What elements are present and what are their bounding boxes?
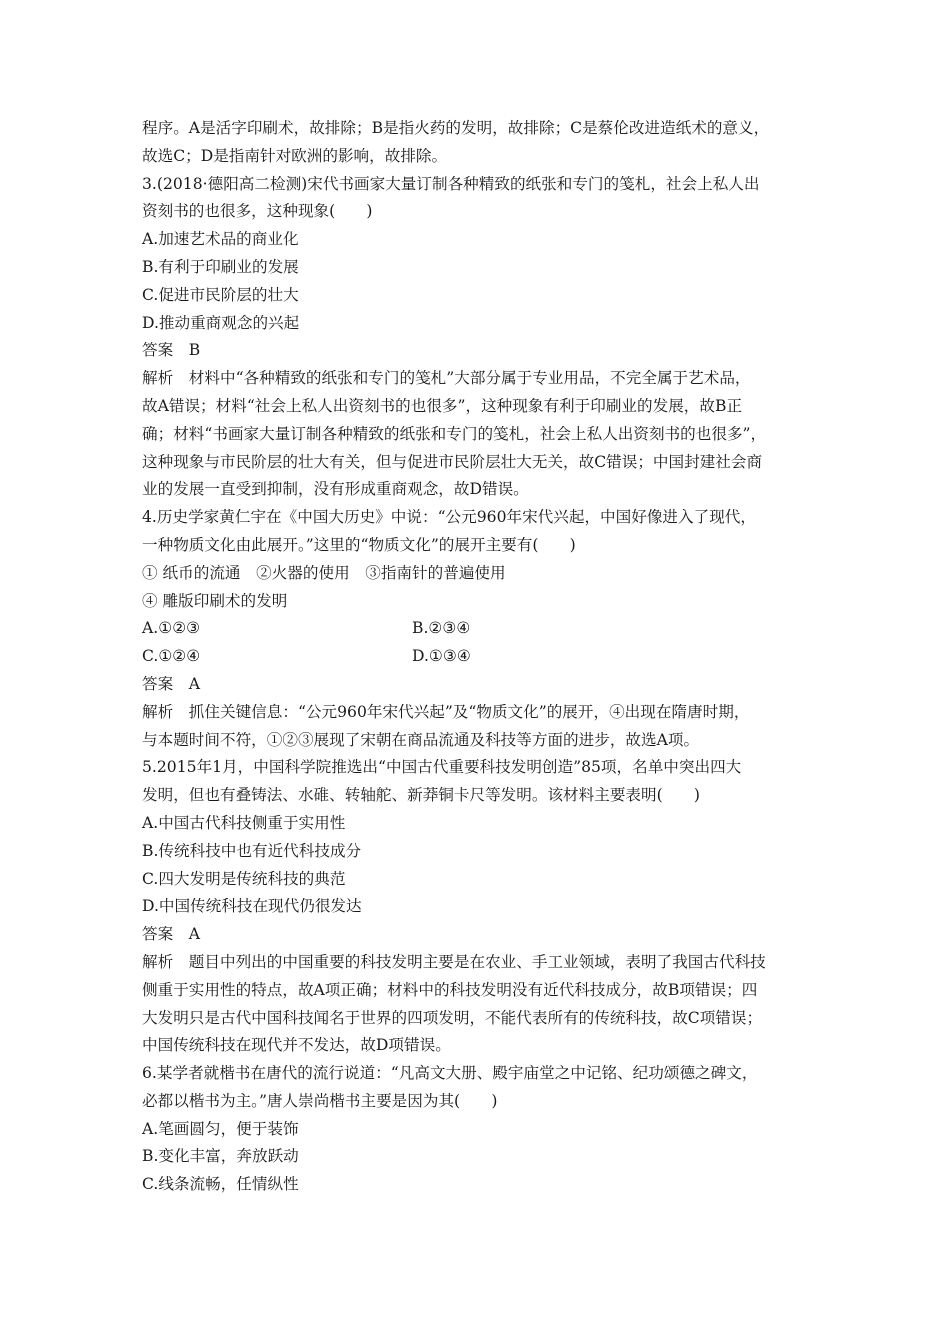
question-4-items: ④ 雕版印刷术的发明 bbox=[142, 591, 288, 610]
question-3-analysis: 解析 材料中“各种精致的纸张和专门的笺札”大部分属于专业用品，不完全属于艺术品， bbox=[142, 369, 751, 388]
question-3-analysis: 业的发展一直受到抑制，没有形成重商观念，故D错误。 bbox=[142, 480, 529, 499]
text-line: 程序。A是活字印刷术，故排除；B是指火药的发明，故排除；C是蔡伦改进造纸术的意义， bbox=[142, 119, 770, 137]
question-4-option-a: A.①②③ bbox=[142, 619, 201, 638]
question-3-stem: 资刻书的也很多，这种现象( ) bbox=[142, 202, 373, 221]
question-5-answer: 答案 A bbox=[142, 925, 201, 944]
question-4-answer: 答案 A bbox=[142, 674, 201, 693]
question-4-option-d: D.①③④ bbox=[412, 647, 471, 666]
question-5-option-b: B.传统科技中也有近代科技成分 bbox=[142, 841, 362, 860]
question-5-analysis: 侧重于实用性的特点，故A项正确；材料中的科技发明没有近代科技成分，故B项错误；四 bbox=[142, 980, 758, 999]
question-3-analysis: 这种现象与市民阶层的壮大有关，但与促进市民阶层壮大无关，故C错误；中国封建社会商 bbox=[142, 452, 763, 471]
question-5-option-a: A.中国古代科技侧重于实用性 bbox=[142, 813, 346, 832]
question-6-option-b: B.变化丰富，奔放跃动 bbox=[142, 1147, 299, 1166]
question-5-analysis: 大发明只是古代中国科技闻名于世界的四项发明，不能代表所有的传统科技，故C项错误； bbox=[142, 1008, 763, 1027]
question-4-stem: 4.历史学家黄仁宇在《中国大历史》中说：“公元960年宋代兴起，中国好像进入了现代， bbox=[142, 508, 756, 527]
question-5-option-c: C.四大发明是传统科技的典范 bbox=[142, 869, 346, 888]
question-3-option-c: C.促进市民阶层的壮大 bbox=[142, 285, 299, 304]
question-4-options-row bbox=[142, 615, 830, 643]
question-3-option-b: B.有利于印刷业的发展 bbox=[142, 257, 299, 276]
question-4-options-row bbox=[142, 643, 830, 671]
question-5-analysis: 解析 题目中列出的中国重要的科技发明主要是在农业、手工业领域，表明了我国古代科技 bbox=[142, 952, 766, 971]
question-4-analysis: 与本题时间不符，①②③展现了宋朝在商品流通及科技等方面的进步，故选A项。 bbox=[142, 730, 700, 749]
question-5-stem: 发明，但也有叠铸法、水碓、转轴舵、新莽铜卡尺等发明。该材料主要表明( ) bbox=[142, 786, 700, 805]
text-line: 故选C；D是指南针对欧洲的影响，故排除。 bbox=[142, 146, 448, 165]
question-4-analysis: 解析 抓住关键信息：“公元960年宋代兴起”及“物质文化”的展开，④出现在隋唐时期， bbox=[142, 702, 750, 721]
question-6-option-a: A.笔画圆匀，便于装饰 bbox=[142, 1119, 299, 1138]
question-6-stem: 必都以楷书为主。”唐人崇尚楷书主要是因为其( ) bbox=[142, 1091, 498, 1110]
question-3-stem: 3.(2018·德阳高二检测)宋代书画家大量订制各种精致的纸张和专门的笺札，社会上私人出 bbox=[142, 174, 760, 193]
question-4-option-c: C.①②④ bbox=[142, 647, 201, 666]
question-3-answer: 答案 B bbox=[142, 341, 201, 360]
question-4-stem: 一种物质文化由此展开。”这里的“物质文化”的展开主要有( ) bbox=[142, 535, 576, 554]
question-3-analysis: 故A错误；材料“社会上私人出资刻书的也很多”，这种现象有利于印刷业的发展，故B正 bbox=[142, 396, 743, 415]
question-3-option-a: A.加速艺术品的商业化 bbox=[142, 230, 299, 249]
question-5-stem: 5.2015年1月，中国科学院推选出“中国古代重要科技发明创造”85项，名单中突出四大 bbox=[142, 758, 742, 777]
question-6-option-c: C.线条流畅，任情纵性 bbox=[142, 1175, 299, 1194]
question-4-items: ① 纸币的流通 ②火器的使用 ③指南针的普遍使用 bbox=[142, 563, 506, 582]
question-3-analysis: 确；材料“书画家大量订制各种精致的纸张和专门的笺札，社会上私人出资刻书的也很多”， bbox=[142, 424, 767, 443]
question-5-analysis: 中国传统科技在现代并不发达，故D项错误。 bbox=[142, 1036, 451, 1055]
question-3-option-d: D.推动重商观念的兴起 bbox=[142, 313, 300, 332]
question-4-option-b: B.②③④ bbox=[412, 619, 471, 638]
question-6-stem: 6.某学者就楷书在唐代的流行说道：“凡高文大册、殿宇庙堂之中记铭、纪功颂德之碑文， bbox=[142, 1064, 758, 1083]
question-5-option-d: D.中国传统科技在现代仍很发达 bbox=[142, 897, 362, 916]
